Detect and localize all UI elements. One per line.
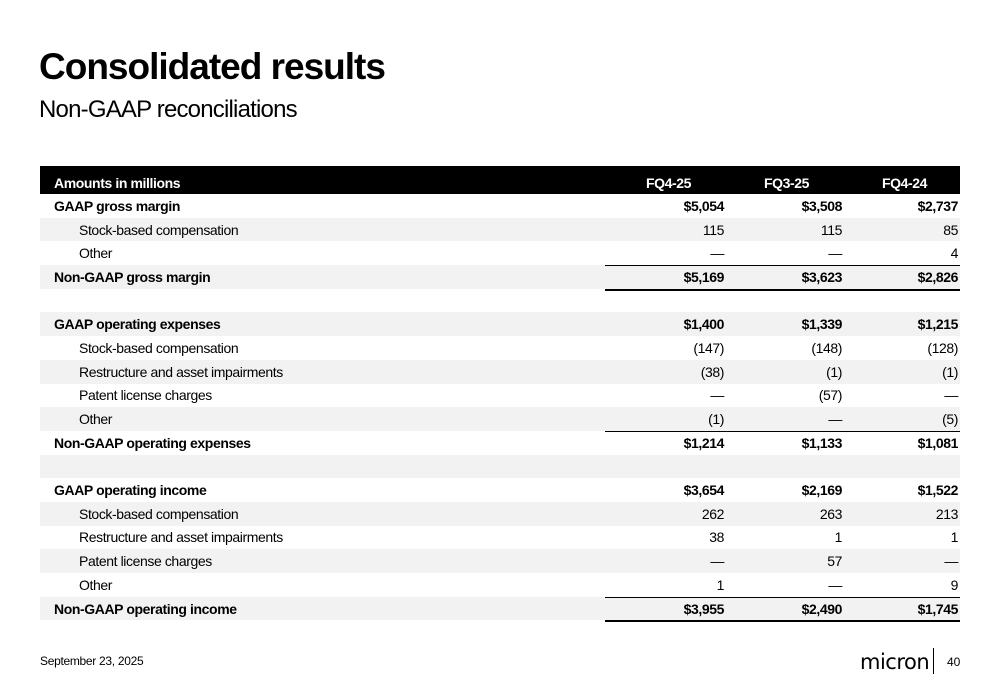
table-row	[40, 526, 960, 550]
row-label: Restructure and asset impairments	[79, 363, 283, 380]
table-row	[40, 384, 960, 408]
row-label: Stock-based compensation	[79, 221, 239, 238]
row-value: (57)	[818, 387, 842, 404]
row-label: Other	[79, 411, 113, 428]
table-row	[40, 336, 960, 360]
table-body	[40, 194, 960, 620]
row-value: 1	[716, 576, 724, 593]
header-col: FQ3-25	[764, 175, 810, 191]
row-value: 9	[950, 576, 958, 593]
table-header	[40, 166, 960, 194]
row-value: $1,400	[683, 316, 724, 333]
header-col: FQ4-24	[882, 175, 928, 191]
table-row	[40, 407, 960, 431]
row-value: $2,490	[801, 600, 842, 617]
row-value: $1,339	[801, 316, 842, 333]
table-row	[40, 549, 960, 573]
row-value: $3,654	[683, 482, 724, 499]
row-label: Non-GAAP operating expenses	[54, 434, 251, 451]
row-value: 57	[827, 553, 842, 570]
table-row	[40, 502, 960, 526]
row-label: Non-GAAP gross margin	[54, 268, 211, 285]
row-value: $3,508	[801, 197, 842, 214]
row-value: (1)	[826, 363, 842, 380]
row-value: $2,826	[917, 268, 958, 285]
page-subtitle: Non-GAAP reconciliations	[39, 96, 297, 123]
row-label: Patent license charges	[79, 553, 212, 570]
footer-divider	[933, 648, 934, 674]
row-value: 85	[943, 221, 958, 238]
row-value: $2,169	[801, 482, 842, 499]
row-value: 1	[950, 529, 958, 546]
header-col: FQ4-25	[646, 175, 692, 191]
row-label: Non-GAAP operating income	[54, 600, 237, 617]
row-value: 1	[834, 529, 842, 546]
row-label: Restructure and asset impairments	[79, 529, 283, 546]
micron-logo: micron	[860, 650, 930, 674]
row-label: Other	[79, 576, 113, 593]
spacer-row	[40, 289, 960, 313]
row-value: 4	[950, 245, 958, 262]
row-value: —	[944, 553, 958, 570]
row-label: Stock-based compensation	[79, 339, 239, 356]
row-label: GAAP gross margin	[54, 197, 180, 214]
table-row	[40, 265, 960, 289]
footer-date: September 23, 2025	[40, 654, 144, 668]
table-row	[40, 573, 960, 597]
row-value: —	[828, 411, 842, 428]
row-label: GAAP operating income	[54, 482, 207, 499]
row-value: 213	[935, 505, 958, 522]
header-label: Amounts in millions	[54, 175, 181, 191]
row-value: —	[944, 387, 958, 404]
row-value: —	[828, 245, 842, 262]
row-label: Other	[79, 245, 113, 262]
row-value: $3,623	[801, 268, 842, 285]
row-value: $1,522	[917, 482, 958, 499]
row-value: —	[710, 245, 724, 262]
row-value: $1,215	[917, 316, 958, 333]
row-value: (1)	[942, 363, 958, 380]
row-value: (147)	[693, 339, 724, 356]
table-row	[40, 312, 960, 336]
row-label: GAAP operating expenses	[54, 316, 221, 333]
row-value: $5,169	[683, 268, 724, 285]
row-value: —	[710, 387, 724, 404]
row-value: (148)	[811, 339, 842, 356]
table-row	[40, 597, 960, 621]
row-value: $1,081	[917, 434, 958, 451]
spacer-row	[40, 455, 960, 479]
row-value: 38	[709, 529, 724, 546]
row-value: $2,737	[917, 197, 958, 214]
table-row	[40, 241, 960, 265]
row-value: $3,955	[683, 600, 724, 617]
row-value: (1)	[708, 411, 724, 428]
row-value: 115	[820, 221, 842, 238]
row-value: 262	[701, 505, 724, 522]
row-value: $1,133	[801, 434, 842, 451]
row-value: (128)	[927, 339, 958, 356]
row-value: $1,214	[683, 434, 724, 451]
page-title: Consolidated results	[39, 46, 385, 87]
table-row	[40, 360, 960, 384]
row-value: (38)	[700, 363, 724, 380]
row-label: Stock-based compensation	[79, 505, 239, 522]
row-label: Patent license charges	[79, 387, 212, 404]
reconciliation-table	[40, 166, 960, 620]
row-value: —	[828, 576, 842, 593]
row-value: $5,054	[683, 197, 724, 214]
row-value: —	[710, 553, 724, 570]
row-value: 263	[819, 505, 842, 522]
table-row	[40, 431, 960, 455]
table-row	[40, 478, 960, 502]
row-value: $1,745	[917, 600, 958, 617]
row-value: (5)	[942, 411, 958, 428]
page-number: 40	[947, 655, 961, 669]
table-row	[40, 194, 960, 218]
table-row	[40, 218, 960, 242]
row-value: 115	[702, 221, 724, 238]
